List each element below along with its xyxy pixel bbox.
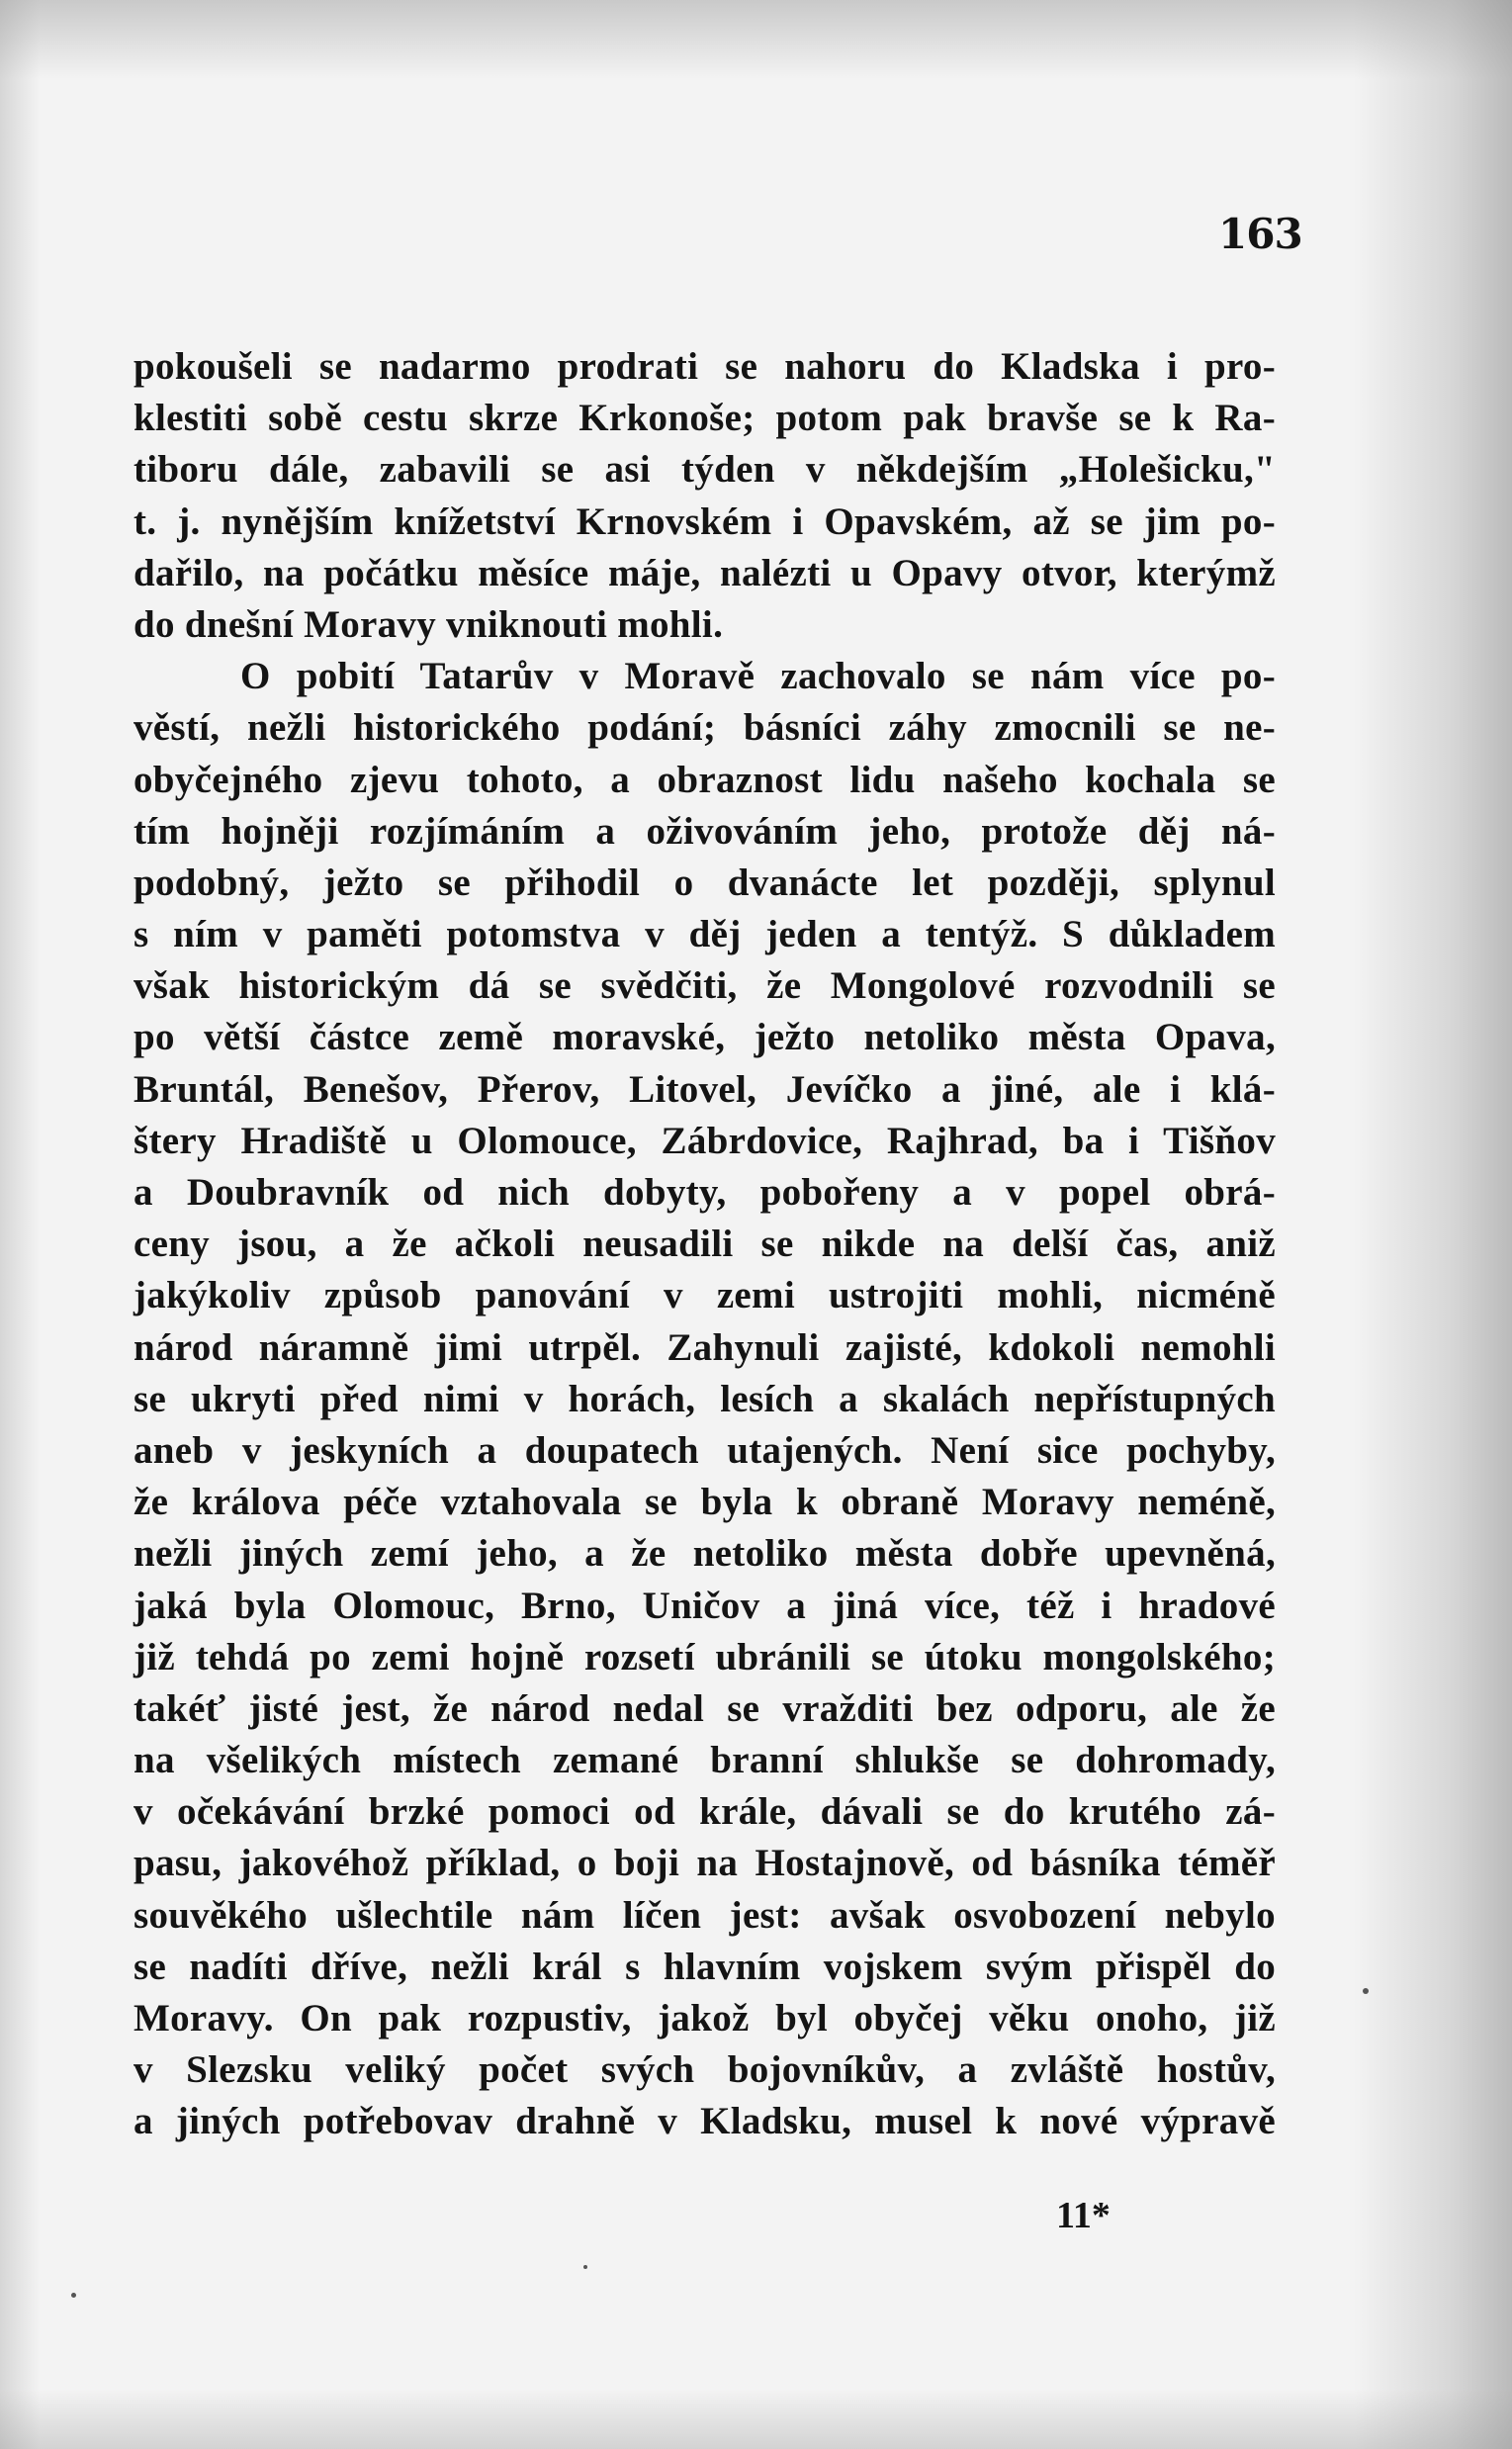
- text-line: pasu, jakovéhož příklad, o boji na Hostajnově, od básníka téměř: [133, 1842, 1276, 1885]
- page-number: 163: [1218, 210, 1302, 258]
- text-line: klestiti sobě cestu skrze Krkonoše; potom pak bravše se k Ra-: [133, 397, 1276, 440]
- text-line: po větší částce země moravské, ježto netoliko města Opava,: [133, 1016, 1276, 1059]
- text-line: v Slezsku veliký počet svých bojovníkův, a zvláště hostův,: [133, 2048, 1276, 2092]
- text-line: v očekávání brzké pomoci od krále, dávali se do krutého zá-: [133, 1790, 1276, 1834]
- text-line: s ním v paměti potomstva v děj jeden a tentýž. S důkladem: [133, 913, 1276, 956]
- text-line: souvěkého ušlechtile nám líčen jest: avšak osvobození nebylo: [133, 1893, 1276, 1937]
- signature-mark: 11*: [1056, 2195, 1111, 2236]
- scan-left-shadow: [0, 0, 40, 2449]
- text-line: tiboru dále, zabavili se asi týden v někdejším „Holešicku,": [133, 448, 1276, 492]
- scan-speck: [1363, 1988, 1369, 1994]
- text-line: národ náramně jimi utrpěl. Zahynuli zajisté, kdokoli nemohli: [133, 1325, 1276, 1369]
- text-line: takéť jisté jest, že národ nedal se vražditi bez odporu, ale že: [133, 1686, 1276, 1730]
- scan-speck: [71, 2293, 76, 2298]
- text-line: Moravy. On pak rozpustiv, jakož byl obyčej věku onoho, již: [133, 1997, 1276, 2040]
- text-line: t. j. nynějším knížetství Krnovském i Opavském, až se jim po-: [133, 499, 1276, 543]
- text-line: obyčejného zjevu tohoto, a obraznost lidu našeho kochala se: [133, 758, 1276, 801]
- text-line: tím hojněji rozjímáním a oživováním jeho, protože děj ná-: [133, 809, 1276, 853]
- scan-right-shadow: [1354, 0, 1512, 2449]
- text-line: však historickým dá se svědčiti, že Mongolové rozvodnili se: [133, 964, 1276, 1008]
- text-line: a jiných potřebovav drahně v Kladsku, musel k nové výpravě: [133, 2100, 1276, 2143]
- text-line: dařilo, na počátku měsíce máje, nalézti u Opavy otvor, kterýmž: [133, 551, 1276, 594]
- text-line: a Doubravník od nich dobyty, pobořeny a v popel obrá-: [133, 1171, 1276, 1214]
- text-line: aneb v jeskyních a doupatech utajených. Není sice pochyby,: [133, 1428, 1276, 1472]
- scan-speck: [583, 2265, 587, 2269]
- text-line: podobný, ježto se přihodil o dvanácte let později, splynul: [133, 861, 1276, 904]
- text-line: do dnešní Moravy vniknouti mohli.: [133, 602, 724, 646]
- text-line: Bruntál, Benešov, Přerov, Litovel, Jevíčko a jiné, ale i klá-: [133, 1067, 1276, 1111]
- text-line: nežli jiných zemí jeho, a že netoliko města dobře upevněná,: [133, 1532, 1276, 1576]
- text-line: se nadíti dříve, nežli král s hlavním vojskem svým přispěl do: [133, 1945, 1276, 1988]
- text-line: jaká byla Olomouc, Brno, Uničov a jiná více, též i hradové: [133, 1584, 1276, 1627]
- scan-top-shadow: [0, 0, 1512, 79]
- text-line: již tehdá po zemi hojně rozsetí ubránili se útoku mongolského;: [133, 1635, 1276, 1678]
- text-line: se ukryti před nimi v horách, lesích a skalách nepřístupných: [133, 1377, 1276, 1420]
- scan-bottom-shadow: [0, 2390, 1512, 2449]
- text-line: pokoušeli se nadarmo prodrati se nahoru do Kladska i pro-: [133, 345, 1276, 388]
- text-line: na všelikých místech zemané branní shlukše se dohromady,: [133, 1739, 1276, 1782]
- body-text: [133, 341, 1276, 2148]
- text-line: že králova péče vztahovala se byla k obraně Moravy neméně,: [133, 1481, 1276, 1524]
- text-line: O pobití Tatarův v Moravě zachovalo se nám více po-: [240, 655, 1276, 698]
- text-line: věstí, nežli historického podání; básníci záhy zmocnili se ne-: [133, 706, 1276, 750]
- text-line: štery Hradiště u Olomouce, Zábrdovice, Rajhrad, ba i Tišňov: [133, 1119, 1276, 1162]
- text-line: jakýkoliv způsob panování v zemi ustrojiti mohli, nicméně: [133, 1274, 1276, 1317]
- text-line: ceny jsou, a že ačkoli neusadili se nikde na delší čas, aniž: [133, 1223, 1276, 1266]
